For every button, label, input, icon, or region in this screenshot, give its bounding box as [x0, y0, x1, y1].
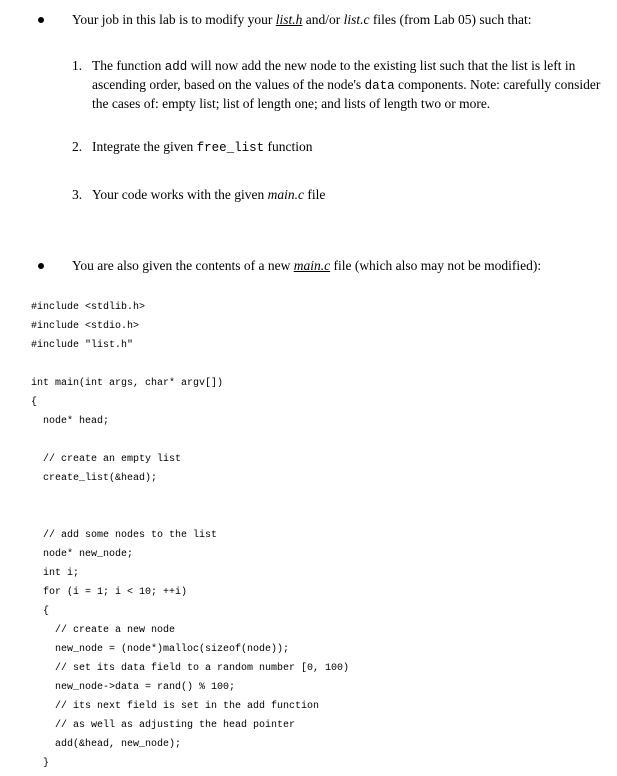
item-text: file — [307, 187, 326, 202]
requirement-item-3 — [72, 186, 607, 204]
item-number: 3. — [72, 187, 83, 202]
list-h-link[interactable]: list.h — [275, 12, 303, 27]
item-text: Integrate the given — [92, 139, 194, 154]
code-add: add — [164, 60, 188, 74]
code-line: // set its data field to a random number [0, 100) — [31, 663, 350, 674]
code-free-list: free_list — [196, 141, 265, 155]
code-data: data — [364, 79, 395, 93]
code-line — [31, 431, 349, 450]
item-number: 1. — [72, 58, 83, 73]
code-line: #include <stdio.h> — [31, 321, 140, 332]
code-line: int main(int args, char* argv[]) — [31, 378, 224, 389]
code-line: for (i = 1; i < 10; ++i) — [31, 587, 188, 598]
code-line — [31, 355, 349, 374]
list-c-filename: list.c — [343, 12, 370, 27]
code-line: // as well as adjusting the head pointer — [31, 720, 296, 731]
main-intro — [72, 257, 541, 275]
code-line: // add some nodes to the list — [31, 530, 218, 541]
requirement-item-1 — [72, 57, 607, 113]
task-intro — [72, 11, 532, 29]
main-intro-text: file (which also may not be modified): — [333, 258, 542, 273]
code-line: // its next field is set in the add function — [31, 701, 320, 712]
item-text: Your code works with the given — [92, 187, 265, 202]
requirement-item-2 — [72, 138, 607, 157]
code-line: #include <stdlib.h> — [31, 302, 146, 313]
code-line: { — [31, 397, 38, 408]
item-text: components. Note: carefully consider the cases of: empty list; list of length one; and lists of length two or more. — [92, 77, 601, 111]
code-line: node* head; — [31, 416, 110, 427]
main-intro-text: You are also given the contents of a new — [72, 258, 291, 273]
code-line — [31, 488, 349, 507]
task-intro-text: files (from Lab 05) such that: — [372, 12, 532, 27]
main-c-link[interactable]: main.c — [293, 258, 331, 273]
code-line: // create an empty list — [31, 454, 182, 465]
task-intro-text: and/or — [305, 12, 341, 27]
code-line: node* new_node; — [31, 549, 134, 560]
item-text: The function — [92, 58, 162, 73]
task-intro-text: Your job in this lab is to modify your — [72, 12, 273, 27]
code-line: } — [31, 758, 50, 769]
code-listing — [31, 298, 349, 773]
code-line: create_list(&head); — [31, 473, 158, 484]
code-line — [31, 507, 349, 526]
code-line: #include "list.h" — [31, 340, 134, 351]
code-line: { — [31, 606, 50, 617]
bullet-dot — [38, 17, 44, 23]
code-line: new_node->data = rand() % 100; — [31, 682, 236, 693]
code-line: int i; — [31, 568, 80, 579]
code-line: // create a new node — [31, 625, 176, 636]
main-c-filename: main.c — [267, 187, 304, 202]
item-text: will now add the new node to the existing list such that the list is left in ascending order, based on the values of the node's — [92, 58, 576, 92]
item-text: function — [267, 139, 313, 154]
item-number: 2. — [72, 139, 83, 154]
code-line: add(&head, new_node); — [31, 739, 182, 750]
code-line: new_node = (node*)malloc(sizeof(node)); — [31, 644, 290, 655]
bullet-dot — [38, 263, 44, 269]
